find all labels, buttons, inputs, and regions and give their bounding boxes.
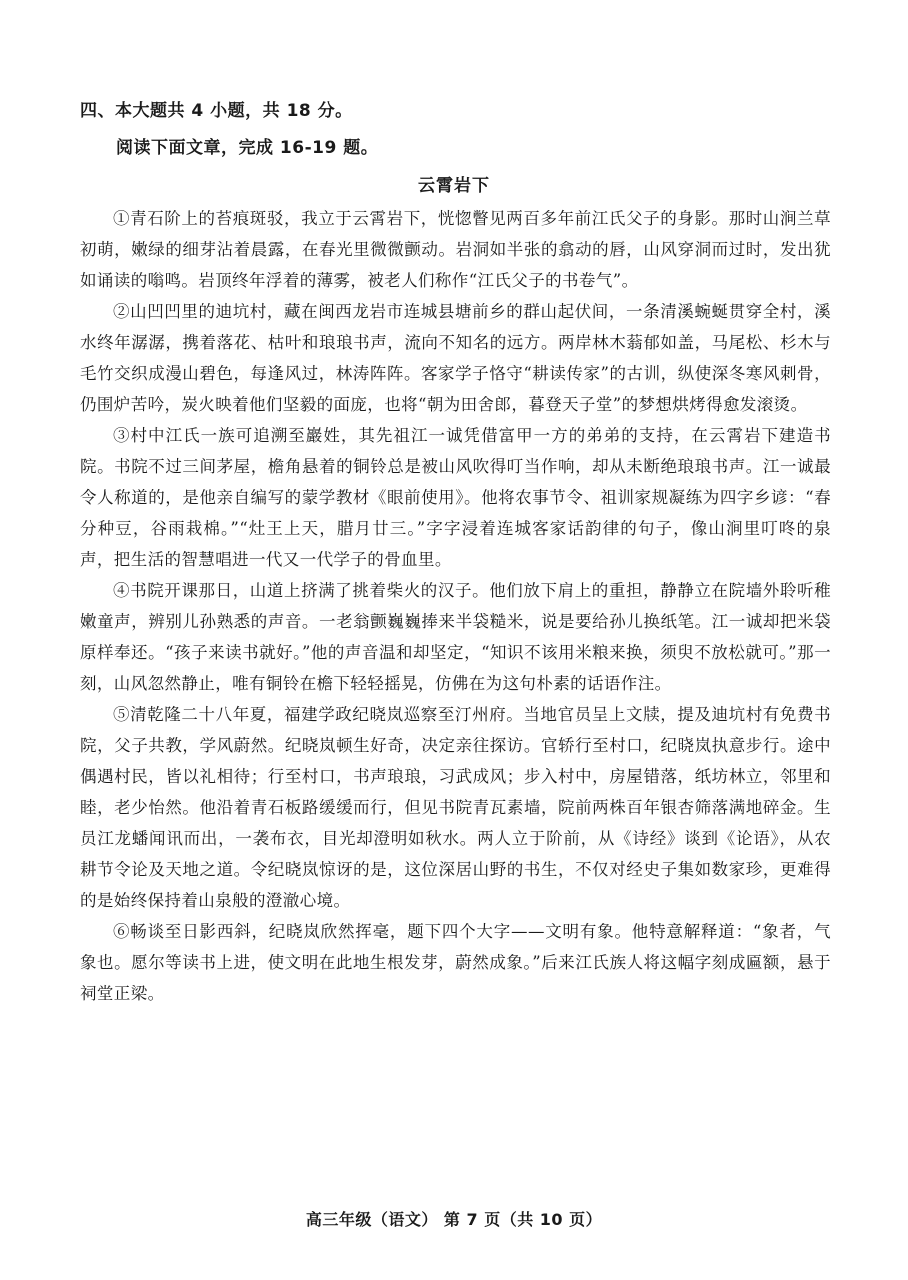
article-body [80, 203, 831, 1009]
page-footer: 高三年级（语文） 第 7 页（共 10 页） [305, 1210, 603, 1229]
article-paragraph-2: ②山凹凹里的迪坑村，藏在闽西龙岩市连城县塘前乡的群山起伏间，一条清溪蜿蜒贯穿全村，溪水终年潺潺，携着落花、枯叶和琅琅书声，流向不知名的远方。两岸林木蓊郁如盖，马尾松、杉木与毛竹交织成漫山碧色，每逢风过，林涛阵阵。客家学子恪守“耕读传家”的古训，纵使深冬寒风刺骨，仍围炉苦吟，炭火映着他们坚毅的面庞，也将“朝为田舍郎，暮登天子堂”的梦想烘烤得愈发滚烫。 [80, 302, 831, 414]
article-paragraph-4: ④书院开课那日，山道上挤满了挑着柴火的汉子。他们放下肩上的重担，静静立在院墙外聆听稚嫩童声，辨别儿孙熟悉的声音。一老翁颤巍巍捧来半袋糙米，说是要给孙儿换纸笔。江一诚却把米袋原样奉还。“孩子来读书就好。”他的声音温和却坚定，“知识不该用米粮来换，须臾不放松就可。”那一刻，山风忽然静止，唯有铜铃在檐下轻轻摇晃，仿佛在为这句朴素的话语作注。 [80, 581, 831, 693]
article-paragraph-5: ⑤清乾隆二十八年夏，福建学政纪晓岚巡察至汀州府。当地官员呈上文牍，提及迪坑村有免费书院，父子共教，学风蔚然。纪晓岚顿生好奇，决定亲往探访。官轿行至村口，纪晓岚执意步行。途中偶遇村民，皆以礼相待；行至村口，书声琅琅，习武成风；步入村中，房屋错落，纸坊林立，邻里和睦，老少怡然。他沿着青石板路缓缓而行，但见书院青瓦素墙，院前两株百年银杏筛落满地碎金。生员江龙蟠闻讯而出，一袭布衣，目光却澄明如秋水。两人立于阶前，从《诗经》谈到《论语》，从农耕节令论及天地之道。令纪晓岚惊讶的是，这位深居山野的书生，不仅对经史子集如数家珍，更难得的是始终保持着山泉般的澄澈心境。 [80, 705, 831, 910]
section-heading: 四、本大题共 4 小题，共 18 分。 [80, 101, 353, 121]
article-paragraph-1: ①青石阶上的苔痕斑驳，我立于云霄岩下，恍惚瞥见两百多年前江氏父子的身影。那时山涧兰草初萌，嫩绿的细芽沾着晨露，在春光里微微颤动。岩洞如半张的翕动的唇，山风穿洞而过时，发出犹如诵读的嗡鸣。岩顶终年浮着的薄雾，被老人们称作“江氏父子的书卷气”。 [80, 209, 831, 290]
article-title: 云霄岩下 [418, 176, 490, 196]
reading-instruction: 阅读下面文章，完成 16-19 题。 [116, 138, 379, 158]
article-paragraph-6: ⑥畅谈至日影西斜，纪晓岚欣然挥毫，题下四个大字——文明有象。他特意解释道：“象者，气象也。愿尔等读书上进，使文明在此地生根发芽，蔚然成象。”后来江氏族人将这幅字刻成匾额，悬于祠堂正梁。 [80, 922, 831, 1003]
article-paragraph-3: ③村中江氏一族可追溯至巖姓，其先祖江一诚凭借富甲一方的弟弟的支持，在云霄岩下建造书院。书院不过三间茅屋，檐角悬着的铜铃总是被山风吹得叮当作响，却从未断绝琅琅书声。江一诚最令人称道的，是他亲自编写的蒙学教材《眼前使用》。他将农事节令、祖训家规凝练为四字乡谚：“春分种豆，谷雨栽棉。”“灶王上天，腊月廿三。”字字浸着连城客家话韵律的句子，像山涧里叮咚的泉声，把生活的智慧唱进一代又一代学子的骨血里。 [80, 426, 831, 569]
